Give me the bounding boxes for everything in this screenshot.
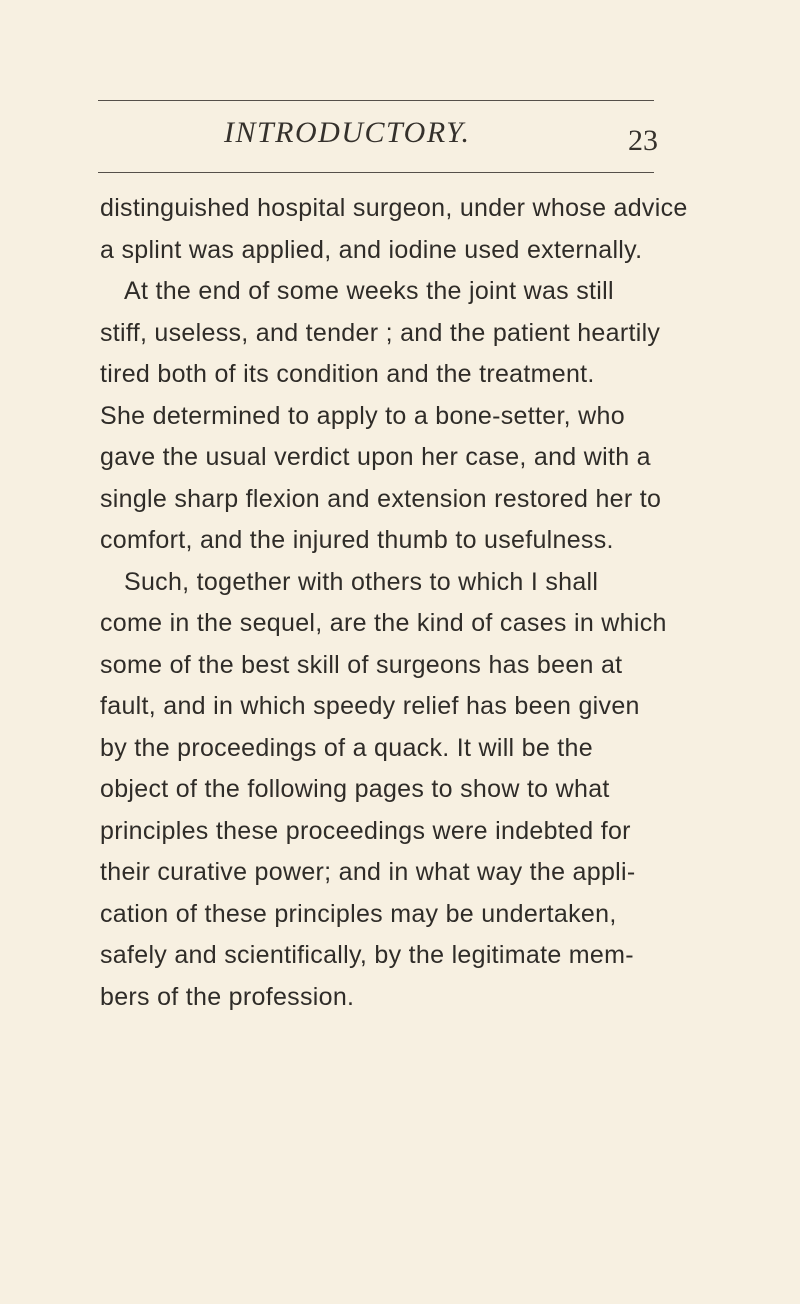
text-line: fault, and in which speedy relief has been given [100, 692, 640, 720]
text-line: Such, together with others to which I shall [124, 567, 599, 596]
running-head [0, 113, 800, 157]
text-line: bers of the profession. [100, 982, 355, 1011]
text-line: cation of these principles may be undertaken, [100, 899, 617, 928]
text-line: by the proceedings of a quack. It will be the [100, 733, 593, 762]
text-line: comfort, and the injured thumb to usefulness. [100, 526, 614, 554]
body-text [100, 188, 700, 1018]
text-line: stiff, useless, and tender ; and the patient heartily [100, 318, 661, 347]
text-line: a splint was applied, and iodine used externally. [100, 235, 643, 264]
text-line: safely and scientifically, by the legitimate mem- [100, 941, 634, 969]
text-line: distinguished hospital surgeon, under whose advice [100, 194, 688, 222]
text-line: She determined to apply to a bone-setter, who [100, 401, 625, 430]
text-line: their curative power; and in what way the appli- [100, 858, 636, 886]
text-line: come in the sequel, are the kind of cases in which [100, 609, 667, 637]
text-line: object of the following pages to show to what [100, 775, 610, 803]
text-line: single sharp flexion and extension restored her to [100, 484, 662, 513]
page-number: 23 [628, 124, 658, 157]
text-line: tired both of its condition and the treatment. [100, 360, 595, 388]
text-line: some of the best skill of surgeons has been at [100, 650, 623, 679]
text-line: gave the usual verdict upon her case, and with a [100, 443, 651, 471]
running-title: INTRODUCTORY. [224, 116, 471, 149]
text-line: At the end of some weeks the joint was still [124, 277, 614, 305]
header-top-rule [98, 100, 654, 101]
text-line: principles these proceedings were indebted for [100, 816, 631, 845]
header-bottom-rule [98, 172, 654, 173]
